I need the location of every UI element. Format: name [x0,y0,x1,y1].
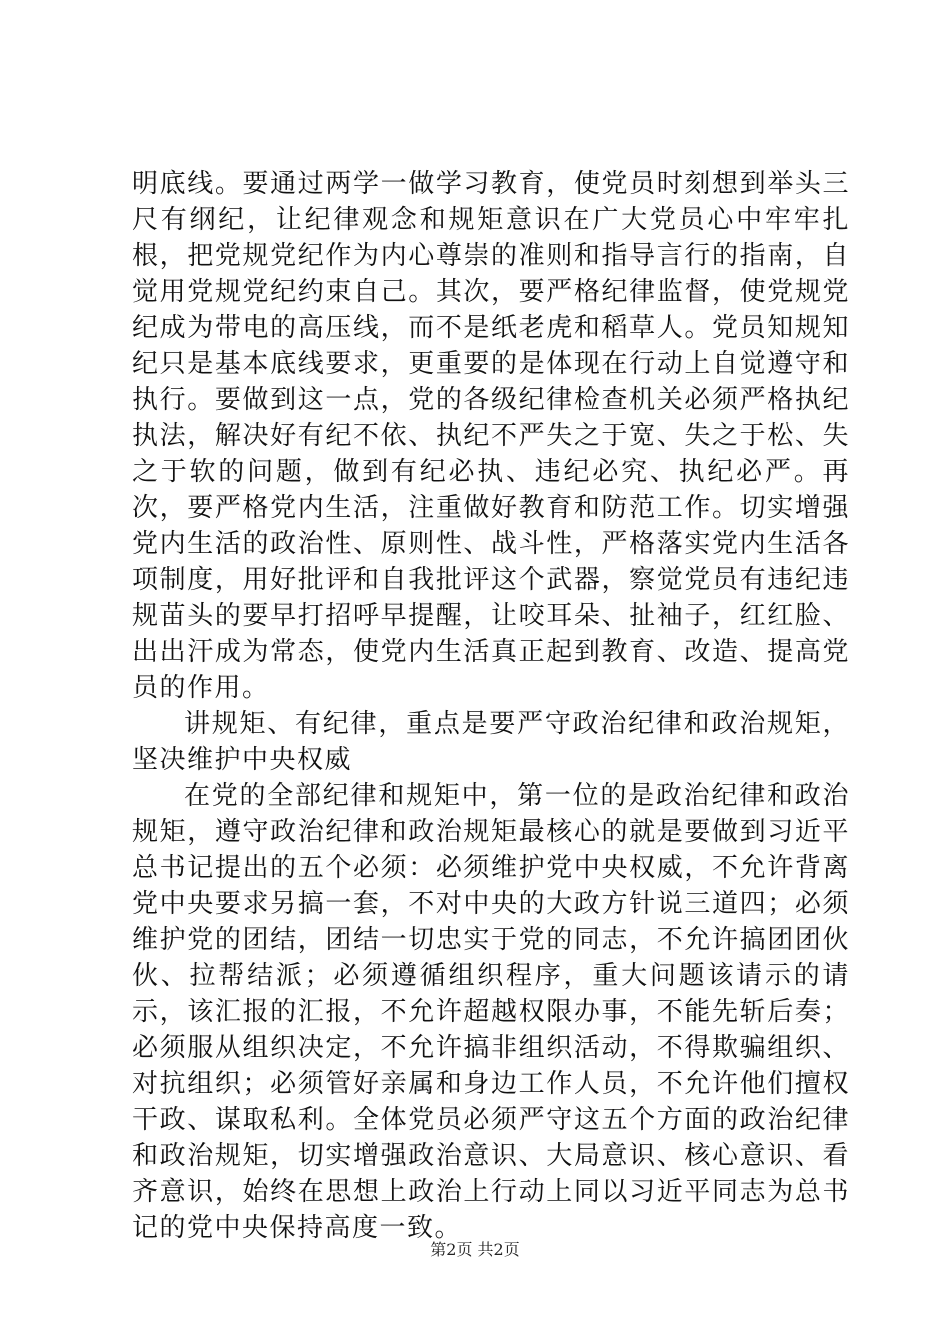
paragraph-continuation: 明底线。要通过两学一做学习教育，使党员时刻想到举头三尺有纲纪，让纪律观念和规矩意识在广大党员心中牢牢扎根，把党规党纪作为内心尊崇的准则和指导言行的指南，自觉用党规党纪约束自己。其次，要严格纪律监督，使党规党纪成为带电的高压线，而不是纸老虎和稻草人。党员知规知纪只是基本底线要求，更重要的是体现在行动上自觉遵守和执行。要做到这一点，党的各级纪律检查机关必须严格执纪执法，解决好有纪不依、执纪不严失之于宽、失之于松、失之于软的问题，做到有纪必执、违纪必究、执纪必严。再次，要严格党内生活，注重做好教育和防范工作。切实增强党内生活的政治性、原则性、战斗性，严格落实党内生活各项制度，用好批评和自我批评这个武器，察觉党员有违纪违规苗头的要早打招呼早提醒，让咬耳朵、扯袖子，红红脸、出出汗成为常态，使党内生活真正起到教育、改造、提高党员的作用。 [132,169,850,703]
page-number-footer: 第2页 共2页 [430,1240,520,1259]
section-heading-paragraph: 讲规矩、有纪律，重点是要严守政治纪律和政治规矩，坚决维护中央权威 [132,709,850,775]
document-body [132,166,850,1246]
paragraph-political-discipline: 在党的全部纪律和规矩中，第一位的是政治纪律和政治规矩，遵守政治纪律和政治规矩最核心的就是要做到习近平总书记提出的五个必须：必须维护党中央权威，不允许背离党中央要求另搞一套，不对中央的大政方针说三道四；必须维护党的团结，团结一切忠实于党的同志，不允许搞团团伙伙、拉帮结派；必须遵循组织程序，重大问题该请示的请示，该汇报的汇报，不允许超越权限办事，不能先斩后奏；必须服从组织决定，不允许搞非组织活动，不得欺骗组织、对抗组织；必须管好亲属和身边工作人员，不允许他们擅权干政、谋取私利。全体党员必须严守这五个方面的政治纪律和政治规矩，切实增强政治意识、大局意识、核心意识、看齐意识，始终在思想上政治上行动上同以习近平同志为总书记的党中央保持高度一致。 [132,781,850,1243]
